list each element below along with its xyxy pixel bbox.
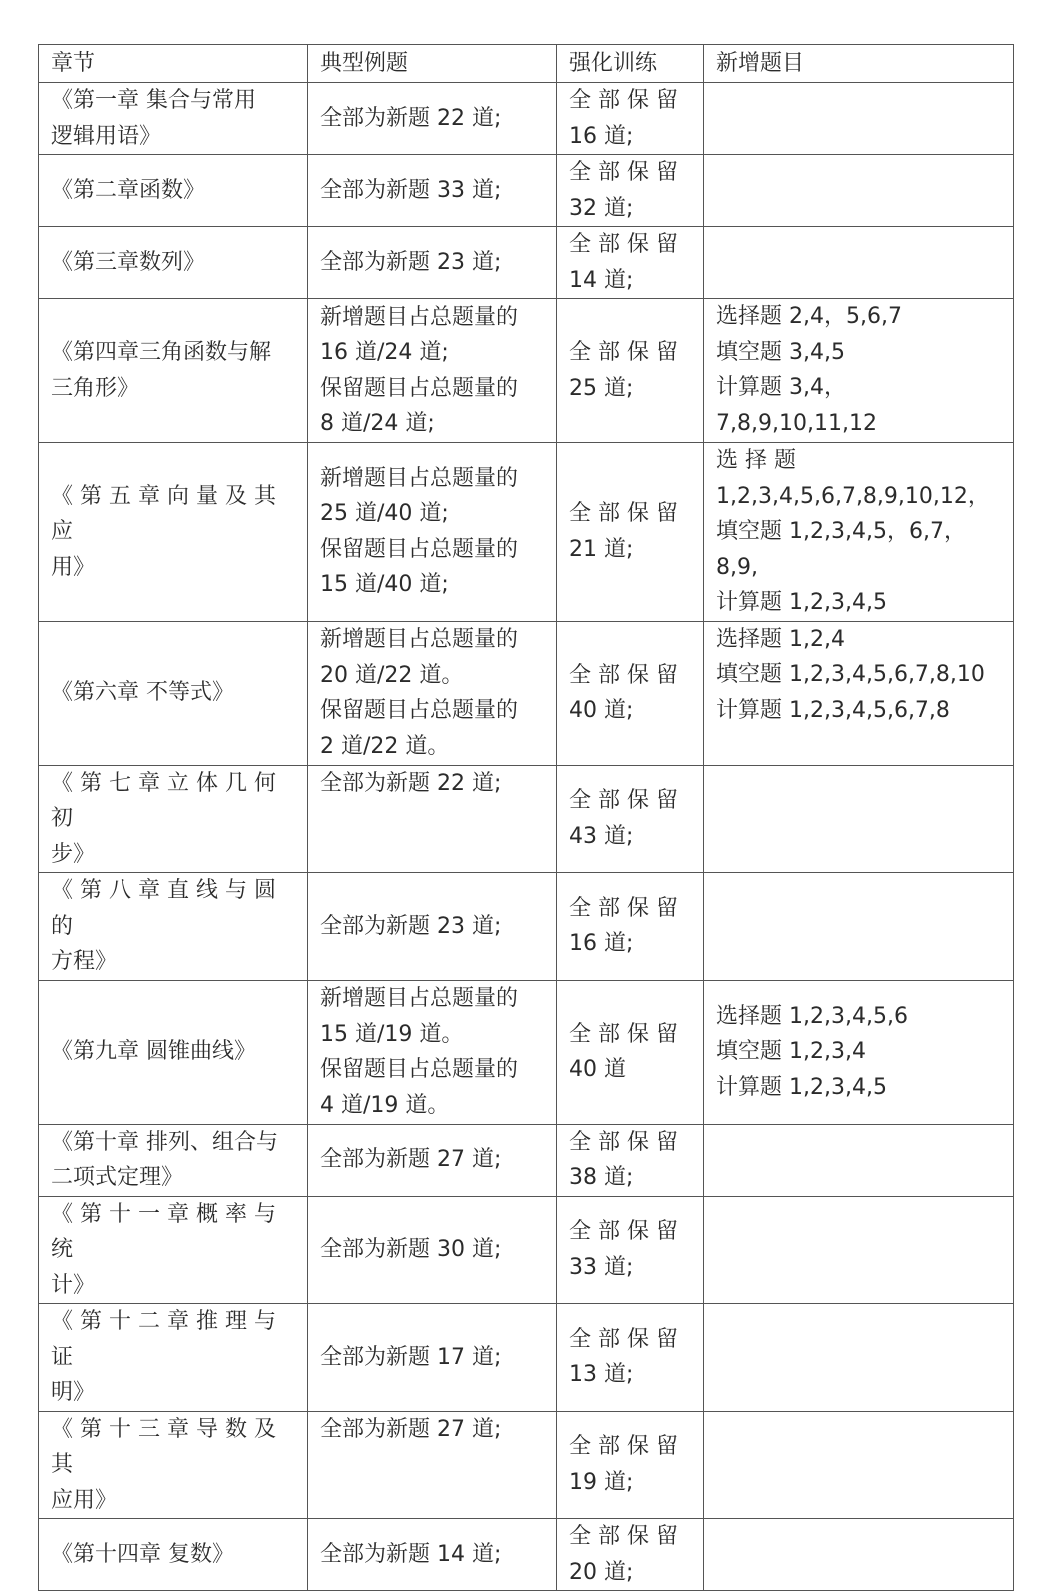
added-cell	[704, 83, 1014, 155]
header-cell: 章节	[39, 45, 308, 83]
table-row	[39, 155, 1014, 227]
table-row	[39, 83, 1014, 155]
examples-cell: 全部为新题 23 道;	[308, 227, 557, 299]
examples-cell: 新增题目占总题量的 25 道/40 道; 保留题目占总题量的 15 道/40 道;	[308, 443, 557, 622]
examples-cell: 全部为新题 33 道;	[308, 155, 557, 227]
training-cell: 全 部 保 留 13 道;	[557, 1304, 704, 1412]
examples-cell: 全部为新题 17 道;	[308, 1304, 557, 1412]
table-row	[39, 621, 1014, 765]
table-row	[39, 443, 1014, 622]
table-row	[39, 227, 1014, 299]
header-row	[39, 45, 1014, 83]
chapter-cell: 《 第 十 二 章 推 理 与 证 明》	[39, 1304, 308, 1412]
added-cell	[704, 1411, 1014, 1519]
training-cell: 全 部 保 留 33 道;	[557, 1196, 704, 1304]
added-cell: 选择题 1,2,3,4,5,6 填空题 1,2,3,4 计算题 1,2,3,4,5	[704, 980, 1014, 1124]
examples-cell: 全部为新题 23 道;	[308, 873, 557, 981]
added-cell: 选 择 题 1,2,3,4,5,6,7,8,9,10,12， 填空题 1,2,3,4,5，6,7，8,9, 计算题 1,2,3,4,5	[704, 443, 1014, 622]
table-row	[39, 1411, 1014, 1519]
added-cell	[704, 155, 1014, 227]
examples-cell: 新增题目占总题量的 20 道/22 道。 保留题目占总题量的 2 道/22 道。	[308, 621, 557, 765]
added-cell	[704, 873, 1014, 981]
chapter-cell: 《 第 七 章 立 体 几 何 初 步》	[39, 765, 308, 873]
chapter-cell: 《第一章 集合与常用 逻辑用语》	[39, 83, 308, 155]
chapter-cell: 《第二章函数》	[39, 155, 308, 227]
chapter-cell: 《第十章 排列、组合与 二项式定理》	[39, 1124, 308, 1196]
table-row	[39, 1124, 1014, 1196]
table-row	[39, 980, 1014, 1124]
training-cell: 全 部 保 留 21 道;	[557, 443, 704, 622]
added-cell: 选择题 1,2,4 填空题 1,2,3,4,5,6,7,8,10 计算题 1,2,3,4,5,6,7,8	[704, 621, 1014, 765]
added-cell: 选择题 2,4，5,6,7 填空题 3,4,5 计算题 3,4，7,8,9,10,11,12	[704, 299, 1014, 443]
training-cell: 全 部 保 留 43 道;	[557, 765, 704, 873]
chapter-cell: 《 第 八 章 直 线 与 圆 的 方程》	[39, 873, 308, 981]
examples-cell: 新增题目占总题量的 16 道/24 道; 保留题目占总题量的 8 道/24 道;	[308, 299, 557, 443]
training-cell: 全 部 保 留 19 道;	[557, 1411, 704, 1519]
training-cell: 全 部 保 留 38 道;	[557, 1124, 704, 1196]
examples-cell: 全部为新题 22 道;	[308, 83, 557, 155]
chapter-cell: 《 第 五 章 向 量 及 其 应 用》	[39, 443, 308, 622]
chapter-cell: 《第六章 不等式》	[39, 621, 308, 765]
added-cell	[704, 227, 1014, 299]
training-cell: 全 部 保 留 40 道;	[557, 621, 704, 765]
examples-cell: 全部为新题 27 道;	[308, 1411, 557, 1519]
table-row	[39, 1196, 1014, 1304]
chapter-cell: 《 第 十 三 章 导 数 及 其 应用》	[39, 1411, 308, 1519]
chapter-cell: 《第十四章 复数》	[39, 1519, 308, 1591]
examples-cell: 全部为新题 22 道;	[308, 765, 557, 873]
training-cell: 全 部 保 留 40 道	[557, 980, 704, 1124]
training-cell: 全 部 保 留 16 道;	[557, 873, 704, 981]
examples-cell: 全部为新题 14 道;	[308, 1519, 557, 1591]
added-cell	[704, 1304, 1014, 1412]
chapter-cell: 《第三章数列》	[39, 227, 308, 299]
examples-cell: 新增题目占总题量的 15 道/19 道。 保留题目占总题量的 4 道/19 道。	[308, 980, 557, 1124]
table-row	[39, 1519, 1014, 1591]
training-cell: 全 部 保 留 16 道;	[557, 83, 704, 155]
examples-cell: 全部为新题 27 道;	[308, 1124, 557, 1196]
table-row	[39, 299, 1014, 443]
header-cell: 强化训练	[557, 45, 704, 83]
added-cell	[704, 1519, 1014, 1591]
table-row	[39, 765, 1014, 873]
chapter-cell: 《第四章三角函数与解 三角形》	[39, 299, 308, 443]
table-row	[39, 873, 1014, 981]
chapter-summary-table	[38, 44, 1014, 1591]
table-row	[39, 1304, 1014, 1412]
training-cell: 全 部 保 留 14 道;	[557, 227, 704, 299]
chapter-cell: 《 第 十 一 章 概 率 与 统 计》	[39, 1196, 308, 1304]
added-cell	[704, 1196, 1014, 1304]
header-cell: 典型例题	[308, 45, 557, 83]
training-cell: 全 部 保 留 32 道;	[557, 155, 704, 227]
chapter-cell: 《第九章 圆锥曲线》	[39, 980, 308, 1124]
training-cell: 全 部 保 留 25 道;	[557, 299, 704, 443]
training-cell: 全 部 保 留 20 道;	[557, 1519, 704, 1591]
header-cell: 新增题目	[704, 45, 1014, 83]
examples-cell: 全部为新题 30 道;	[308, 1196, 557, 1304]
added-cell	[704, 1124, 1014, 1196]
added-cell	[704, 765, 1014, 873]
